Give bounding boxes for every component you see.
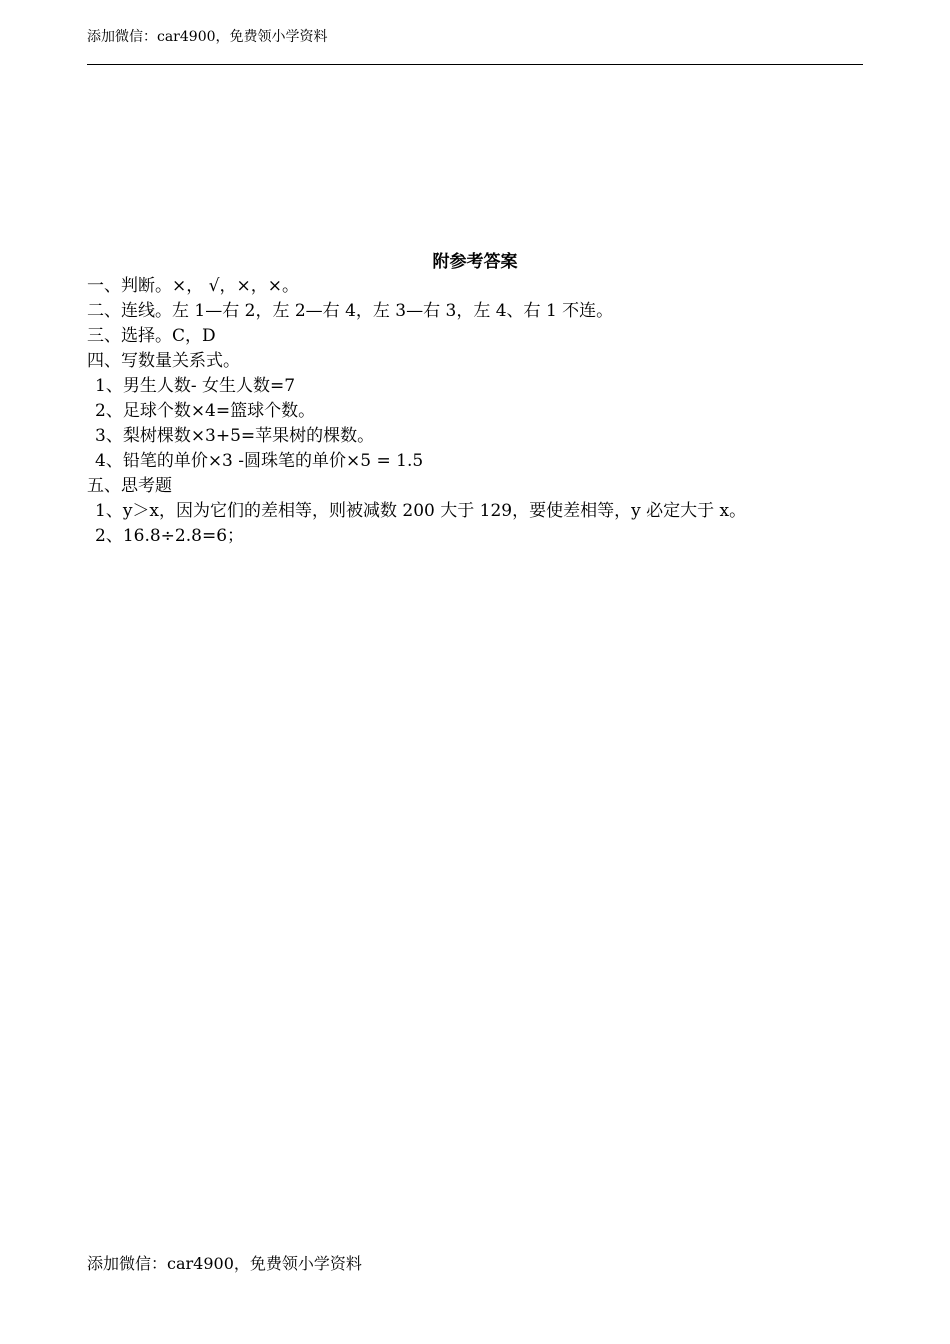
header-divider (87, 64, 863, 65)
answer-line-relation-2: 2、足球个数×4=篮球个数。 (95, 401, 316, 421)
page-title: 附参考答案 (432, 252, 518, 272)
answer-line-judgement: 一、判断。×， √，×，×。 (87, 276, 299, 296)
header-text: 添加微信：car4900，免费领小学资料 (87, 29, 328, 45)
answer-line-thinking-2: 2、16.8÷2.8=6； (95, 526, 245, 546)
answer-line-relation-4: 4、铅笔的单价×3 -圆珠笔的单价×5 = 1.5 (95, 451, 424, 471)
answer-line-thinking-1: 1、y＞x，因为它们的差相等，则被减数 200 大于 129，要使差相等，y 必定大于 x。 (95, 501, 747, 521)
answer-line-thinking-heading: 五、思考题 (87, 476, 172, 496)
footer-text: 添加微信：car4900，免费领小学资料 (87, 1254, 362, 1273)
answer-line-relation-3: 3、梨树棵数×3+5=苹果树的棵数。 (95, 426, 375, 446)
answer-line-relations-heading: 四、写数量关系式。 (87, 351, 240, 371)
answer-line-relation-1: 1、男生人数- 女生人数=7 (95, 376, 296, 396)
answer-line-matching: 二、连线。左 1—右 2，左 2—右 4，左 3—右 3，左 4、右 1 不连。 (87, 301, 614, 321)
answer-line-choice: 三、选择。C，D (87, 326, 216, 346)
